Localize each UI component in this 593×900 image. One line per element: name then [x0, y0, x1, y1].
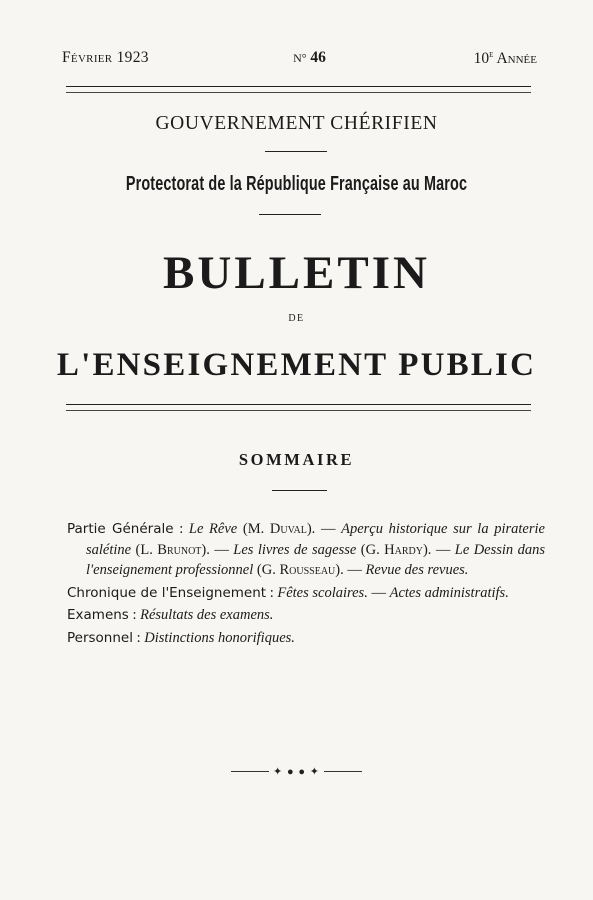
year-label: Année	[496, 50, 537, 68]
issue-number-value: 46	[310, 49, 326, 66]
protectorate-title: Protectorat de la République Française au Maroc	[125, 173, 468, 195]
article-title: Distinctions honorifiques.	[144, 629, 295, 646]
article-title: Résultats des examens.	[140, 607, 274, 623]
ornament-line-right	[324, 771, 362, 772]
publication-year	[474, 49, 537, 68]
closing-ornament	[0, 765, 593, 778]
article-title: Fêtes scolaires.	[277, 584, 368, 601]
article-title: Les livres de sagesse	[233, 541, 357, 558]
summary-section-label: Examens	[67, 607, 129, 623]
summary-rule	[272, 490, 327, 491]
article-title: Actes administratifs.	[389, 584, 509, 601]
divider-rule-2	[259, 214, 321, 215]
summary-entry: Partie Générale : Le Rêve (M. Duval). — Aperçu historique sur la piraterie salétine (L. Brunot). — Les livres de sagesse (G. Hardy). — Le Dessin dans l'enseignement professionnel (G. Rousseau). — Revue des revues.	[67, 521, 545, 578]
bulletin-subtitle: L'ENSEIGNEMENT PUBLIC	[56, 347, 537, 383]
summary-heading: SOMMAIRE	[238, 450, 355, 469]
ornament-line-left	[231, 771, 269, 772]
issue-number	[62, 49, 537, 67]
bulletin-title: BULLETIN	[163, 247, 430, 299]
article-author: L. Brunot	[140, 541, 202, 558]
summary-section-label: Chronique de l'Enseignement	[67, 584, 267, 601]
article-title: Aperçu historique sur la piraterie salétine	[86, 521, 545, 558]
article-author: G. Rousseau	[261, 562, 336, 578]
issue-number-prefix: N°	[293, 51, 307, 65]
masthead-double-rule	[66, 404, 531, 411]
government-title: GOUVERNEMENT CHÉRIFIEN	[155, 113, 438, 134]
summary-entry: Examens : Résultats des examens.	[67, 607, 274, 623]
divider-rule-1	[265, 151, 327, 152]
article-author: G. Hardy	[365, 541, 423, 558]
summary-entry: Personnel : Distinctions honorifiques.	[67, 629, 295, 646]
issue-date: Février 1923	[62, 49, 149, 66]
ornament-glyphs: ✦ ● ● ✦	[273, 766, 320, 778]
summary-contents	[67, 519, 545, 648]
article-title: Le Dessin dans l'enseignement professionnel	[86, 541, 545, 578]
article-author: M. Duval	[247, 521, 307, 537]
page-header	[62, 49, 537, 73]
summary-entry: Chronique de l'Enseignement : Fêtes scolaires. — Actes administratifs.	[67, 584, 509, 601]
summary-section-label: Partie Générale	[67, 521, 174, 537]
article-title: Le Rêve	[188, 521, 238, 537]
title-connector: DE	[288, 313, 305, 324]
header-double-rule	[66, 86, 531, 93]
year-ordinal: 10e	[473, 49, 494, 68]
article-title: Revue des revues.	[365, 562, 469, 578]
summary-section-label: Personnel	[67, 629, 133, 646]
year-ordinal-suffix: e	[489, 49, 494, 60]
